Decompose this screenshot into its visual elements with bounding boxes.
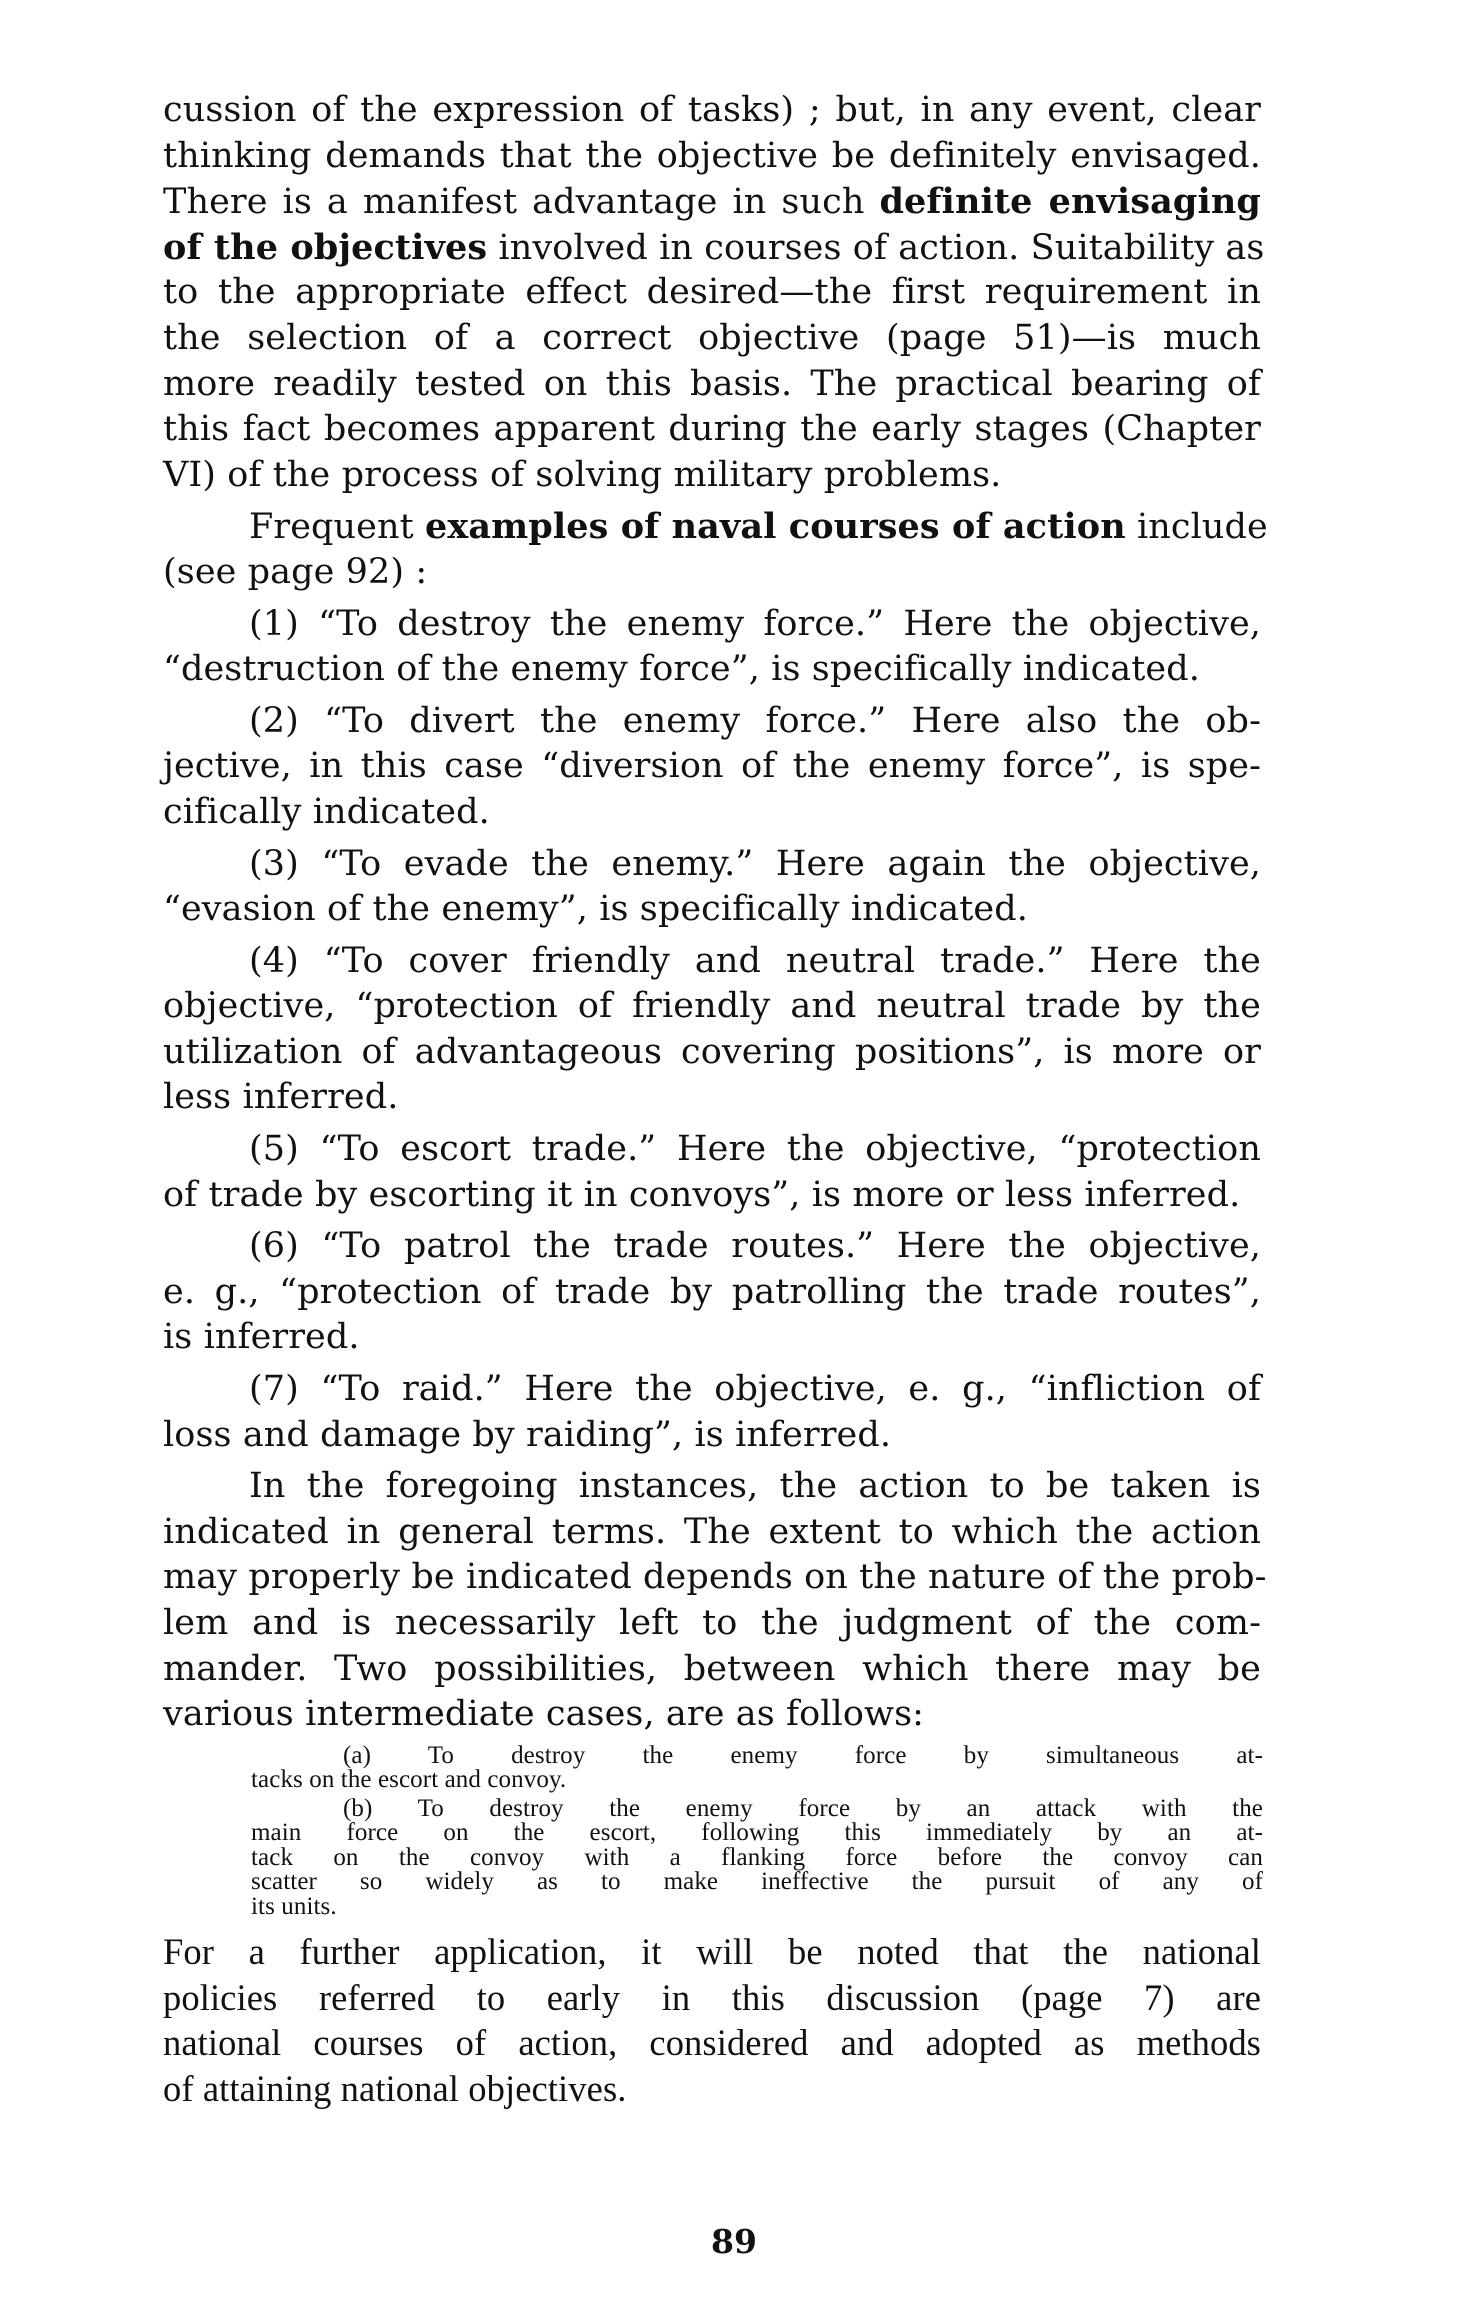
text-run: the selection of a correct objective (page 51)—is much [163,317,1261,358]
text-run: scatter so widely as to make ineffective the pursuit of any of [251,1868,1263,1896]
text-run: Frequent [249,507,426,548]
sub-items [251,1741,1263,1920]
text-run: to the appropriate effect desired—the first requirement in [163,272,1261,313]
bold-text-run: examples of naval courses of action [425,506,1126,548]
text-run: more readily tested on this basis. The practical bearing of [163,363,1261,404]
text-line [163,1413,1261,1459]
bold-text-run: definite envisaging [879,181,1261,223]
paragraph [163,939,1261,1121]
text-run: its units. [251,1892,337,1920]
text-line [163,1075,1261,1121]
text-line [163,316,1261,362]
text-run: objective, “protection of friendly and neutral trade by the [163,986,1261,1027]
text-run: (6) “To patrol the trade routes.” Here the objective, [249,1226,1261,1267]
paragraph [163,88,1265,498]
text-line [163,1030,1261,1076]
text-line [163,1975,1261,2021]
text-line [251,1741,1263,1769]
text-line [163,1647,1261,1693]
text-line [163,1464,1261,1510]
text-line [163,2066,1261,2112]
text-line [163,550,1261,596]
text-run: national courses of action, considered and adopted as methods [163,2022,1261,2064]
paragraph [163,1367,1261,1458]
text-run: utilization of advantageous covering positions”, is more or [163,1031,1261,1072]
text-run: mander. Two possibilities, between which there may be [163,1648,1261,1689]
text-run: of attaining national objectives. [163,2068,627,2110]
text-line [163,453,1261,499]
paragraph [163,1464,1267,1738]
paragraph [163,1127,1261,1218]
text-run: cifically indicated. [163,791,490,832]
text-run: (1) “To destroy the enemy force.” Here the objective, [249,603,1261,644]
text-line [163,1367,1261,1413]
text-line [163,1270,1261,1316]
final-paragraph [163,1929,1261,2111]
text-line [163,1555,1267,1601]
text-line [163,362,1261,408]
text-line [251,1870,1263,1895]
text-run: In the foregoing instances, the action to be taken is [249,1466,1261,1507]
text-line [163,2020,1261,2066]
text-line [163,887,1261,933]
text-run: tack on the convoy with a flanking force before the convoy can [251,1843,1263,1871]
text-run: For a further application, it will be noted that the national [163,1931,1261,1973]
paragraph [163,1224,1261,1361]
text-run: (a) To destroy the enemy force by simultaneous at- [343,1741,1263,1769]
text-line [251,1794,1263,1822]
text-run: policies referred to early in this discussion (page 7) are [163,1976,1261,2018]
text-line [163,134,1261,180]
text-line [163,504,1268,550]
text-run: is inferred. [163,1317,360,1358]
text-run: this fact becomes apparent during the early stages (Chapter [163,409,1261,450]
text-run: involved in courses of action. Suitability as [487,227,1265,268]
text-run: tacks on the escort and convoy. [251,1766,567,1794]
paragraph [163,1929,1261,2111]
text-line [251,1768,1263,1793]
text-line [163,1224,1261,1270]
text-run: (b) To destroy the enemy force by an attack with the [343,1794,1263,1822]
text-line [163,842,1261,888]
text-line [163,1510,1261,1556]
page-number: 89 [711,2222,757,2261]
text-line [163,744,1261,790]
text-run: cussion of the expression of tasks) ; but, in any event, clear [163,90,1261,130]
text-run: loss and damage by raiding”, is inferred. [163,1414,892,1455]
text-run: VI) of the process of solving military problems. [163,454,1002,495]
text-line [163,270,1261,316]
text-run: jective, in this case “diversion of the enemy force”, is spe- [163,746,1261,787]
text-run: less inferred. [163,1077,399,1118]
text-run: various intermediate cases, are as follows: [163,1694,925,1735]
text-run: main force on the escort, following this immediately by an at- [251,1819,1263,1847]
paragraph [163,504,1268,595]
text-run: indicated in general terms. The extent to which the action [163,1511,1261,1552]
paragraph [163,602,1261,693]
paragraph [163,842,1261,933]
text-line [163,939,1261,985]
text-line [163,1929,1261,1975]
text-line [163,225,1265,271]
page-body [163,88,1268,2118]
text-line [163,407,1261,453]
text-run: There is a manifest advantage in such [163,182,880,223]
text-line [251,1843,1263,1871]
text-line [163,1173,1261,1219]
sub-item [251,1741,1263,1794]
text-line [251,1821,1263,1846]
sub-item [251,1794,1263,1920]
text-run: (5) “To escort trade.” Here the objective, “protection [249,1129,1261,1170]
text-line [163,88,1261,134]
text-run: (2) “To divert the enemy force.” Here also the ob- [249,700,1261,741]
text-run: (4) “To cover friendly and neutral trade.” Here the [249,940,1261,981]
text-line [163,699,1261,745]
text-line [163,647,1261,693]
main-text [163,88,1268,1738]
text-run: lem and is necessarily left to the judgment of the com- [163,1603,1261,1643]
text-line [163,1692,1261,1738]
text-run: thinking demands that the objective be definitely envisaged. [163,135,1261,176]
text-run: (see page 92) : [163,551,428,592]
text-run: (7) “To raid.” Here the objective, e. g., “infliction of [249,1369,1261,1410]
text-run: (3) “To evade the enemy.” Here again the objective, [249,843,1261,884]
text-line [163,984,1261,1030]
text-run: include [1125,507,1268,548]
paragraph [163,699,1261,836]
text-line [251,1892,1263,1920]
text-run: “destruction of the enemy force”, is specifically indicated. [163,649,1200,690]
text-line [163,602,1261,648]
text-run: e. g., “protection of trade by patrolling the trade routes”, [163,1271,1261,1312]
text-line [163,790,1261,836]
text-run: “evasion of the enemy”, is specifically indicated. [163,889,1028,930]
text-run: may properly be indicated depends on the nature of the prob- [163,1557,1267,1598]
text-run: of trade by escorting it in convoys”, is more or less inferred. [163,1174,1241,1215]
text-line [163,179,1261,225]
text-line [163,1127,1261,1173]
text-line [163,1315,1261,1361]
text-line [163,1601,1261,1647]
bold-text-run: of the objectives [163,226,488,268]
